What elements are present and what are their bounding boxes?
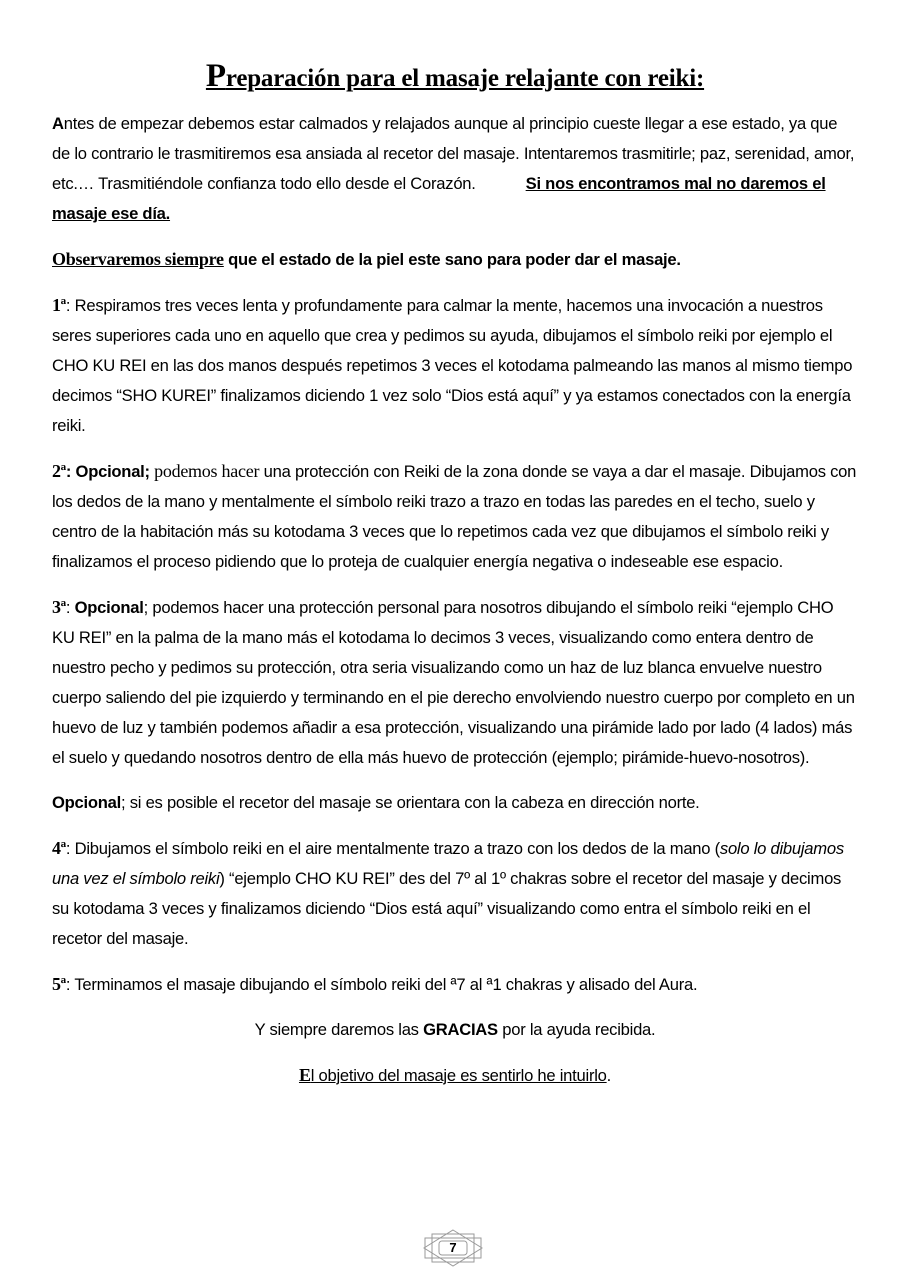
warning-text: Si nos encontramos mal no daremos el masaje ese día. — [52, 174, 826, 223]
closing-line: El objetivo del masaje es sentirlo he intuirlo. — [298, 1065, 612, 1085]
step-1: 1ª: Respiramos tres veces lenta y profundamente para calmar la mente, hacemos una invocación a nuestros seres superiores cada uno en aquello que crea y pedimos su ayuda, dibujamos el símbolo reiki por ejemplo el CHO KU REI en las dos manos después repetimos 3 veces el kotodama palmeando las manos al mismo tiempo decimos “SHO KUREI” finalizamos diciendo 1 vez solo “Dios está aquí” y ya estamos conectados con la energía reiki. — [52, 295, 853, 435]
step-5: 5ª: Terminamos el masaje dibujando el símbolo reiki del ª7 al ª1 chakras y alisado del Aura. — [52, 974, 698, 994]
intro-paragraph: Antes de empezar debemos estar calmados y relajados aunque al principio cueste llegar a ese estado, ya que de lo contrario le trasmitiremos esa ansiada al recetor del masaje. Intentaremos trasmitirle; paz, serenidad, amor, etc.… Trasmitiéndole confianza todo ello desde el Corazón. Si nos encontramos mal no daremos el masaje ese día. — [52, 114, 855, 223]
page-number: 7 — [449, 1240, 457, 1255]
step-2: 2ª: Opcional; podemos hacer una protección con Reiki de la zona donde se vaya a dar el masaje. Dibujamos con los dedos de la mano y mentalmente el símbolo reiki trazo a trazo en todas las paredes en el techo, suelo y centro de la habitación más su kotodama 3 veces que lo repetimos cada vez que dibujamos el símbolo reiki y finalizamos el proceso pidiendo que lo proteja de cualquier energía negativa o indeseable ese espacio. — [52, 461, 857, 571]
step-4: 4ª: Dibujamos el símbolo reiki en el aire mentalmente trazo a trazo con los dedos de la mano (solo lo dibujamos una vez el símbolo reiki) “ejemplo CHO KU REI” des del 7º al 1º chakras sobre el recetor del masaje y decimos su kotodama 3 veces y finalizamos diciendo “Dios está aquí” visualizando como entra el símbolo reiki en el recetor del masaje. — [52, 838, 844, 948]
page-title: Preparación para el masaje relajante con reiki: — [205, 58, 705, 94]
step-3: 3ª: Opcional; podemos hacer una protección personal para nosotros dibujando el símbolo reiki “ejemplo CHO KU REI” en la palma de la mano más el kotodama lo decimos 3 veces, visualizando como entera dentro de nuestro pecho y pedimos su protección, otra seria visualizando como un haz de luz blanca envuelve nuestro cuerpo saliendo del pie izquierdo y terminando en el pie derecho envolviendo nuestro cuerpo por completo en un huevo de luz y también podemos añadir a esa protección, visualizando una pirámide lado por lado (4 lados) más el suelo y quedando nosotros dentro de ella más huevo de protección (ejemplo; pirámide-huevo-nosotros). — [52, 597, 855, 767]
document-page — [52, 58, 858, 1106]
optional-note: Opcional; si es posible el recetor del masaje se orientara con la cabeza en dirección norte. — [52, 793, 700, 812]
page-number-badge — [422, 1229, 484, 1267]
observe-paragraph: Observaremos siempre que el estado de la piel este sano para poder dar el masaje. — [52, 249, 681, 269]
thanks-line: Y siempre daremos las GRACIAS por la ayuda recibida. — [254, 1020, 656, 1039]
